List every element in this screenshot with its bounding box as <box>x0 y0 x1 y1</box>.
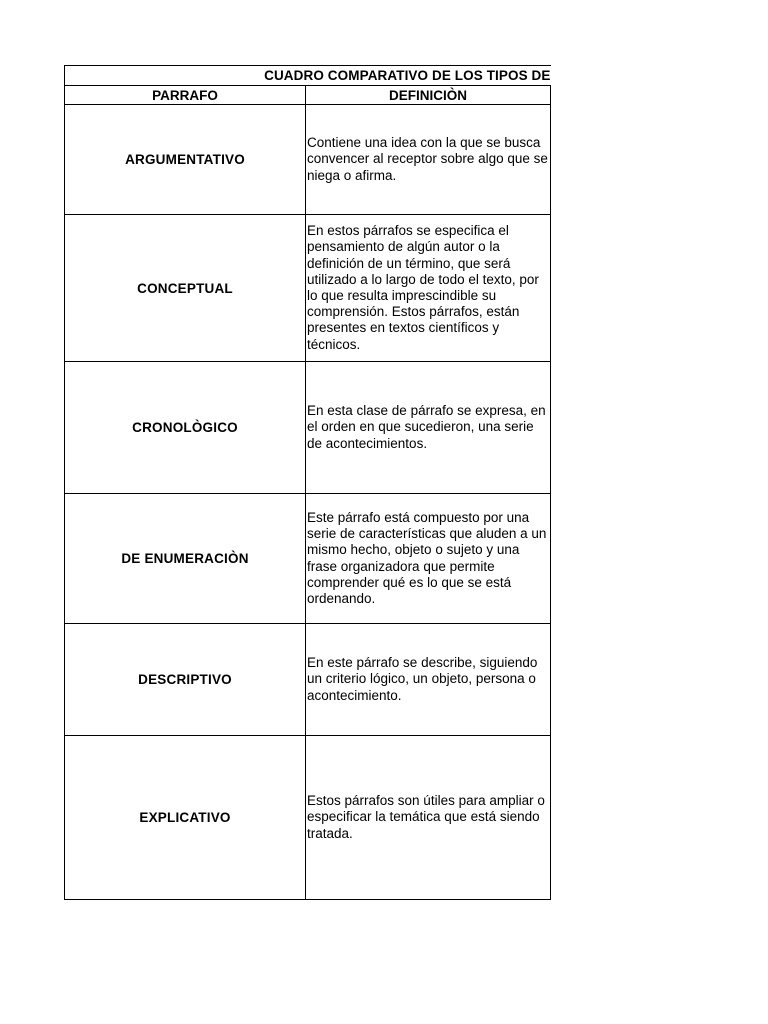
row-type-conceptual: CONCEPTUAL <box>65 215 306 362</box>
table-title <box>65 66 551 86</box>
row-type-enumeracion: DE ENUMERACIÒN <box>65 494 306 624</box>
definition-text: Estos párrafos son útiles para ampliar o especificar la temática que está siendo tratada. <box>307 793 545 841</box>
comparison-sheet <box>64 65 550 900</box>
comparison-table <box>64 65 551 900</box>
row-definition-cronologico <box>306 362 551 494</box>
row-type-explicativo: EXPLICATIVO <box>65 736 306 900</box>
header-row <box>65 86 551 105</box>
table-row <box>65 362 551 494</box>
row-type-descriptivo: DESCRIPTIVO <box>65 624 306 736</box>
table-row <box>65 736 551 900</box>
row-definition-enumeracion <box>306 494 551 624</box>
row-definition-descriptivo <box>306 624 551 736</box>
definition-text: Este párrafo está compuesto por una serie de características que aluden a un mismo hecho, objeto o sujeto y una frase organizadora que permite comprender qué es lo que se está ordenando. <box>307 509 547 606</box>
row-type-argumentativo: ARGUMENTATIVO <box>65 105 306 215</box>
table-title-text: CUADRO COMPARATIVO DE LOS TIPOS DE <box>264 68 551 83</box>
header-definicion: DEFINICIÒN <box>306 86 551 105</box>
definition-text: En estos párrafos se especifica el pensamiento de algún autor o la definición de un término, que será utilizado a lo largo de todo el texto, por lo que resulta imprescindible su comprensión. Estos párrafos, están presentes en textos científicos y técnicos. <box>307 223 539 352</box>
definition-text: Contiene una idea con la que se busca convencer al receptor sobre algo que se niega o afirma. <box>307 135 548 183</box>
title-row <box>65 66 551 86</box>
row-definition-argumentativo <box>306 105 551 215</box>
table-row <box>65 105 551 215</box>
row-definition-explicativo <box>306 736 551 900</box>
definition-text: En esta clase de párrafo se expresa, en el orden en que sucedieron, una serie de acontecimientos. <box>307 403 546 451</box>
row-type-cronologico: CRONOLÒGICO <box>65 362 306 494</box>
table-row <box>65 624 551 736</box>
table-row <box>65 215 551 362</box>
row-definition-conceptual <box>306 215 551 362</box>
table-row <box>65 494 551 624</box>
definition-text: En este párrafo se describe, siguiendo un criterio lógico, un objeto, persona o acontecimiento. <box>307 655 538 703</box>
header-parrafo: PARRAFO <box>65 86 306 105</box>
